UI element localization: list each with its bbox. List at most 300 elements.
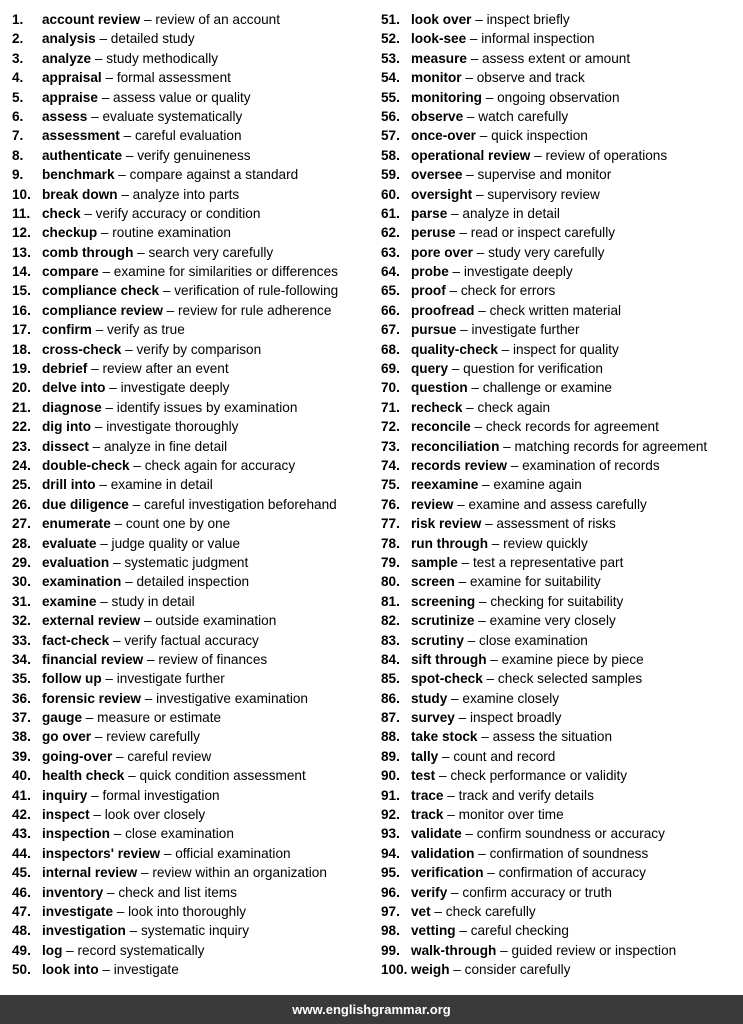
item-term: verify [411,884,448,900]
item-text [42,88,251,107]
item-number: 99. [381,942,400,958]
list-item [381,553,743,572]
footer-url[interactable]: www.englishgrammar.org [292,1002,451,1017]
item-text [411,902,536,921]
item-number: 44. [12,845,31,861]
item-term: observe [411,108,464,124]
list-item [381,883,743,902]
item-definition: verify genuineness [137,147,251,163]
word-list [0,10,743,980]
item-definition: examine for suitability [469,574,601,590]
item-number: 25. [12,477,31,493]
item-text [411,185,600,204]
item-term: parse [411,205,448,221]
item-definition: verify by comparison [136,341,262,357]
list-item [12,262,372,281]
list-item [12,417,372,436]
item-separator: – [447,205,463,221]
item-definition: official examination [175,845,291,861]
item-term: validation [411,845,475,861]
item-separator: – [462,167,478,183]
item-separator: – [447,884,463,900]
item-separator: – [125,923,141,939]
list-item [381,378,743,397]
list-item [381,107,743,126]
item-definition: detailed inspection [136,574,250,590]
item-number: 24. [12,457,31,473]
item-definition: challenge or examine [482,380,612,396]
item-definition: check written material [489,302,622,318]
item-term: go over [42,729,92,745]
item-text [42,475,213,494]
item-separator: – [88,438,104,454]
item-text [42,165,298,184]
item-number: 37. [12,710,31,726]
item-number: 12. [12,225,31,241]
item-number: 75. [381,477,400,493]
item-number: 56. [381,108,400,124]
item-term: sift through [411,651,487,667]
item-term: screen [411,574,455,590]
list-item [12,805,372,824]
item-number: 49. [12,942,31,958]
item-term: examine [42,593,97,609]
item-term: examination [42,574,122,590]
item-definition: investigate thoroughly [106,419,239,435]
item-definition: look into thoroughly [128,903,247,919]
item-text [42,223,231,242]
item-separator: – [117,186,133,202]
list-item [381,863,743,882]
item-text [411,301,621,320]
item-term: double-check [42,457,130,473]
item-term: monitoring [411,89,482,105]
list-item [381,398,743,417]
item-term: external review [42,613,141,629]
list-item [12,689,372,708]
item-number: 87. [381,710,400,726]
item-text [411,417,659,436]
item-term: walk-through [411,942,497,958]
item-text [411,68,585,87]
item-definition: question for verification [463,361,603,377]
item-number: 3. [12,50,24,66]
item-text [411,805,564,824]
item-text [411,146,667,165]
list-item [12,223,372,242]
item-term: comb through [42,244,134,260]
item-definition: consider carefully [464,962,571,978]
item-number: 97. [381,903,400,919]
item-text [411,126,588,145]
item-separator: – [457,554,473,570]
list-item [381,534,743,553]
item-definition: outside examination [155,613,277,629]
item-term: delve into [42,380,106,396]
item-number: 69. [381,361,400,377]
item-separator: – [140,690,157,706]
item-number: 72. [381,419,400,435]
item-text [411,689,559,708]
item-text [411,786,594,805]
item-text [411,262,573,281]
item-separator: – [443,787,459,803]
item-definition: review of an account [155,12,281,27]
item-definition: examine and assess carefully [468,496,647,512]
item-definition: ongoing observation [497,89,620,105]
item-definition: inspect for quality [513,341,619,357]
list-item [381,824,743,843]
item-term: compliance review [42,302,163,318]
item-definition: observe and track [476,70,585,86]
item-separator: – [455,225,471,241]
item-separator: – [454,710,470,726]
list-item [12,301,372,320]
item-definition: monitor over time [458,807,564,823]
item-text [411,88,620,107]
list-item [381,68,743,87]
item-text [42,883,237,902]
item-term: inventory [42,884,104,900]
item-text [411,572,601,591]
item-separator: – [435,768,451,784]
item-term: dig into [42,419,92,435]
item-definition: measure or estimate [97,710,222,726]
item-text [42,941,204,960]
item-number: 15. [12,283,31,299]
item-definition: review carefully [106,729,200,745]
item-definition: confirmation of soundness [489,845,649,861]
item-term: inspection [42,826,110,842]
item-definition: close examination [479,632,588,648]
item-number: 5. [12,89,24,105]
item-separator: – [95,31,111,47]
list-item [381,223,743,242]
item-term: checkup [42,225,98,241]
item-separator: – [97,89,114,105]
item-text [411,669,642,688]
item-separator: – [140,12,156,27]
list-item [12,126,372,145]
item-definition: count one by one [125,516,231,532]
item-term: sample [411,554,458,570]
item-separator: – [455,923,471,939]
item-term: authenticate [42,147,123,163]
list-item [381,126,743,145]
item-number: 21. [12,399,31,415]
item-separator: – [109,554,125,570]
item-definition: careful evaluation [134,128,242,144]
item-number: 67. [381,322,400,338]
item-separator: – [448,361,464,377]
item-text [411,650,644,669]
item-number: 11. [12,205,31,221]
item-separator: – [159,283,175,299]
item-definition: matching records for agreement [514,438,708,454]
list-item [381,727,743,746]
item-term: follow up [42,671,102,687]
list-item [381,359,743,378]
item-separator: – [91,729,107,745]
item-term: quality-check [411,341,498,357]
item-text [411,398,550,417]
item-term: spot-check [411,671,483,687]
list-item [12,708,372,727]
item-separator: – [105,380,121,396]
list-item [381,611,743,630]
list-item [12,281,372,300]
list-item [381,669,743,688]
item-term: reconciliation [411,438,500,454]
item-term: oversee [411,167,463,183]
item-definition: confirm accuracy or truth [462,884,612,900]
list-item [12,553,372,572]
item-number: 9. [12,167,24,183]
item-term: gauge [42,710,83,726]
item-separator: – [119,128,135,144]
item-text [411,727,612,746]
item-separator: – [87,787,103,803]
item-text [42,921,249,940]
item-separator: – [95,477,111,493]
item-text [42,708,221,727]
item-text [42,29,195,48]
item-term: diagnose [42,399,102,415]
list-item [12,960,372,979]
item-term: debrief [42,361,88,377]
item-text [42,902,246,921]
item-number: 26. [12,496,31,512]
item-definition: count and record [453,748,556,764]
item-number: 62. [381,225,400,241]
item-term: inquiry [42,787,88,803]
item-term: verification [411,865,484,881]
item-text [411,475,582,494]
item-term: investigate [42,903,114,919]
item-separator: – [87,361,103,377]
list-item [381,689,743,708]
item-number: 60. [381,186,400,202]
list-item [12,495,372,514]
item-text [411,223,615,242]
item-text [42,805,205,824]
list-item [381,243,743,262]
item-text [42,378,229,397]
list-item [12,863,372,882]
item-number: 63. [381,244,400,260]
item-definition: formal investigation [102,787,220,803]
item-definition: verify accuracy or condition [95,205,261,221]
item-number: 35. [12,671,31,687]
item-definition: investigate further [116,671,225,687]
item-separator: – [463,108,479,124]
list-item [381,29,743,48]
item-separator: – [499,438,515,454]
item-term: evaluation [42,554,110,570]
item-definition: check performance or validity [450,768,628,784]
item-number: 76. [381,496,400,512]
item-term: evaluate [42,535,97,551]
item-term: proof [411,283,446,299]
list-item [12,29,372,48]
list-item [12,572,372,591]
list-item [381,805,743,824]
item-text [411,844,648,863]
item-term: pore over [411,244,473,260]
item-number: 82. [381,613,400,629]
item-term: compare [42,264,99,280]
item-definition: read or inspect carefully [470,225,616,241]
item-text [42,417,238,436]
list-item [381,592,743,611]
item-definition: check again [477,399,551,415]
item-text [411,747,555,766]
item-separator: – [110,516,126,532]
item-definition: study very carefully [488,244,605,260]
list-item [381,960,743,979]
list-item [381,572,743,591]
item-term: dissect [42,438,89,454]
item-number: 47. [12,903,31,919]
item-definition: assess value or quality [113,89,251,105]
item-separator: – [129,457,145,473]
item-text [42,49,218,68]
item-term: inspectors' review [42,845,161,861]
item-number: 29. [12,554,31,570]
item-separator: – [143,651,159,667]
item-definition: review for rule adherence [178,302,332,318]
list-item [381,49,743,68]
item-separator: – [447,690,463,706]
item-number: 23. [12,438,31,454]
item-separator: – [160,845,176,861]
list-item [12,146,372,165]
item-number: 13. [12,244,31,260]
item-text [42,359,229,378]
item-term: pursue [411,322,457,338]
item-separator: – [98,264,114,280]
item-separator: – [477,729,493,745]
item-term: analysis [42,31,96,47]
item-definition: verification of rule-following [174,283,339,299]
item-separator: – [461,70,477,86]
item-text [42,320,185,339]
item-term: trace [411,787,444,803]
list-item [381,10,743,29]
item-text [42,437,227,456]
item-definition: check selected samples [497,671,643,687]
list-item [12,475,372,494]
list-item [381,281,743,300]
item-number: 91. [381,787,400,803]
item-definition: confirmation of accuracy [498,865,646,881]
list-item [381,475,743,494]
item-text [411,611,616,630]
item-term: inspect [42,807,90,823]
item-number: 43. [12,826,31,842]
item-number: 84. [381,651,400,667]
item-text [42,747,211,766]
item-number: 46. [12,884,31,900]
item-separator: – [463,632,480,648]
item-term: health check [42,768,125,784]
item-number: 20. [12,380,31,396]
item-term: vet [411,903,431,919]
item-separator: – [96,535,112,551]
item-separator: – [474,302,490,318]
item-definition: careful investigation beforehand [144,496,337,512]
item-definition: assessment of risks [496,516,616,532]
item-definition: watch carefully [478,108,569,124]
list-item [381,146,743,165]
list-item [12,902,372,921]
item-definition: examination of records [522,457,660,473]
item-definition: systematic judgment [124,554,249,570]
item-number: 98. [381,923,400,939]
list-item [12,398,372,417]
item-definition: examine again [493,477,582,493]
item-separator: – [471,12,487,27]
item-definition: examine for similarities or differences [113,264,338,280]
list-item [381,902,743,921]
item-separator: – [97,225,113,241]
item-definition: assess extent or amount [482,50,631,66]
item-separator: – [103,884,119,900]
list-item [381,456,743,475]
item-separator: – [486,651,502,667]
item-number: 59. [381,167,400,183]
item-term: measure [411,50,467,66]
item-number: 18. [12,341,31,357]
item-term: financial review [42,651,144,667]
item-term: test [411,768,436,784]
item-definition: supervisory review [487,186,600,202]
item-text [42,611,276,630]
item-text [411,631,588,650]
item-definition: search very carefully [148,244,274,260]
item-number: 16. [12,302,31,318]
list-item [12,49,372,68]
item-text [42,243,273,262]
item-number: 33. [12,632,31,648]
item-separator: – [467,380,483,396]
list-item [12,359,372,378]
item-number: 53. [381,50,400,66]
item-definition: examine piece by piece [501,651,644,667]
item-term: cross-check [42,341,122,357]
item-text [411,320,580,339]
item-text [411,437,707,456]
item-term: fact-check [42,632,110,648]
item-number: 96. [381,884,400,900]
item-definition: detailed study [110,31,195,47]
item-text [42,844,291,863]
item-term: records review [411,457,507,473]
item-separator: – [98,962,114,978]
item-number: 71. [381,399,400,415]
item-separator: – [466,31,482,47]
list-item [12,243,372,262]
item-number: 57. [381,128,400,144]
item-separator: – [496,942,512,958]
list-item [12,592,372,611]
item-term: proofread [411,302,475,318]
item-text [42,534,240,553]
item-term: forensic review [42,690,141,706]
item-number: 85. [381,671,400,687]
list-item [381,631,743,650]
list-item [381,708,743,727]
